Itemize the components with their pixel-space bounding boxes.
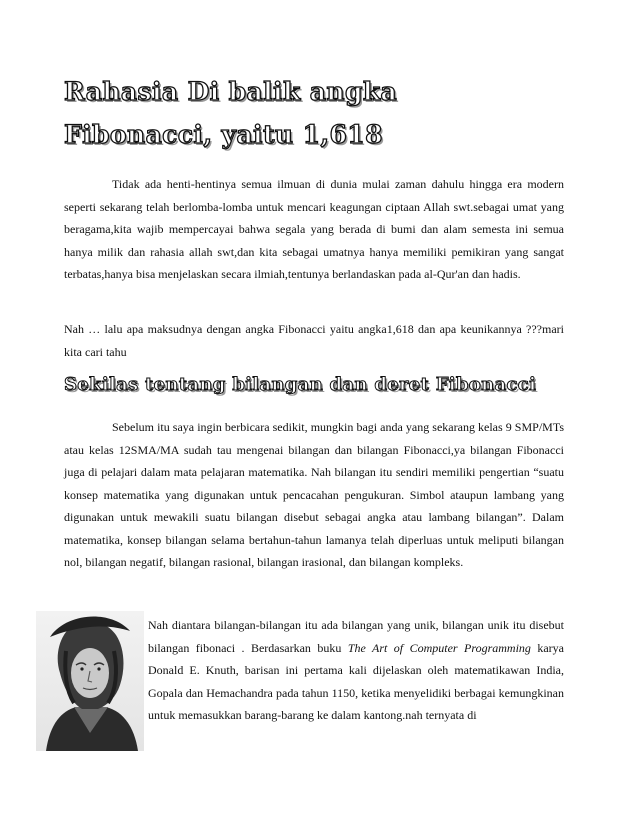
book-title: The Art of Computer Programming — [347, 640, 531, 655]
section-heading: Sekilas tentang bilangan dan deret Fibonacci — [64, 374, 537, 395]
bilangan-paragraph — [64, 416, 564, 574]
fibonacci-paragraph — [148, 614, 564, 727]
intro-paragraph — [64, 173, 564, 286]
fibonacci-paragraph-text-1: Nah diantara bilangan-bilangan itu ada bilangan yang unik, bilangan unik itu disebut bilangan fibonaci . Berdasarkan buku — [148, 618, 564, 655]
question-paragraph-text: Nah … lalu apa maksudnya dengan angka Fibonacci yaitu angka1,618 dan apa keunikannya ???mari kita cari tahu — [64, 322, 564, 359]
title-line-1: Rahasia Di balik angka — [64, 77, 398, 106]
fibonacci-portrait-image — [36, 611, 144, 751]
fibonacci-paragraph-text-2: karya Donald E. Knuth, barisan ini pertama kali dijelaskan oleh matematikawan India, Gopala dan Hemachandra pada tahun 1150, ketika menyelidiki berbagai kemungkinan untuk memasukkan barang-barang ke dalam kantong.nah ternyata di — [148, 640, 565, 722]
question-paragraph — [64, 318, 564, 363]
bilangan-paragraph-text: Sebelum itu saya ingin berbicara sedikit, mungkin bagi anda yang sekarang kelas 9 SMP/MTs atau kelas 12SMA/MA sudah tau mengenai bilangan dan bilangan Fibonacci,ya bilangan Fibonacci juga di pelajari dalam mata pelajaran matematika. Nah bilangan itu sendiri memiliki pengertian “suatu konsep matematika yang digunakan untuk pencacahan pengukuran. Simbol ataupun lambang yang digunakan untuk mewakili suatu bilangan disebut sebagai angka atau lambang bilangan”. Dalam matematika, konsep bilangan selama bertahun-tahun lamanya telah diperluas untuk meliputi bilangan nol, bilangan negatif, bilangan rasional, bilangan irasional, dan bilangan kompleks. — [64, 420, 564, 569]
title-line-2: Fibonacci, yaitu 1,618 — [64, 120, 383, 149]
intro-paragraph-text: Tidak ada henti-hentinya semua ilmuan di dunia mulai zaman dahulu hingga era modern seperti sekarang telah berlomba-lomba untuk mencari keagungan ciptaan Allah swt.sebagai umat yang beragama,kita wajib mempercayai bahwa segala yang berada di bumi dan alam semesta ini semua hanya milik dan rahasia allah swt,dan kita sebagai umatnya hanya memiliki pemikiran yang sangat terbatas,hanya bisa menjelaskan secara ilmiah,tentunya berlandaskan pada al-Qur'an dan hadis. — [64, 177, 564, 281]
